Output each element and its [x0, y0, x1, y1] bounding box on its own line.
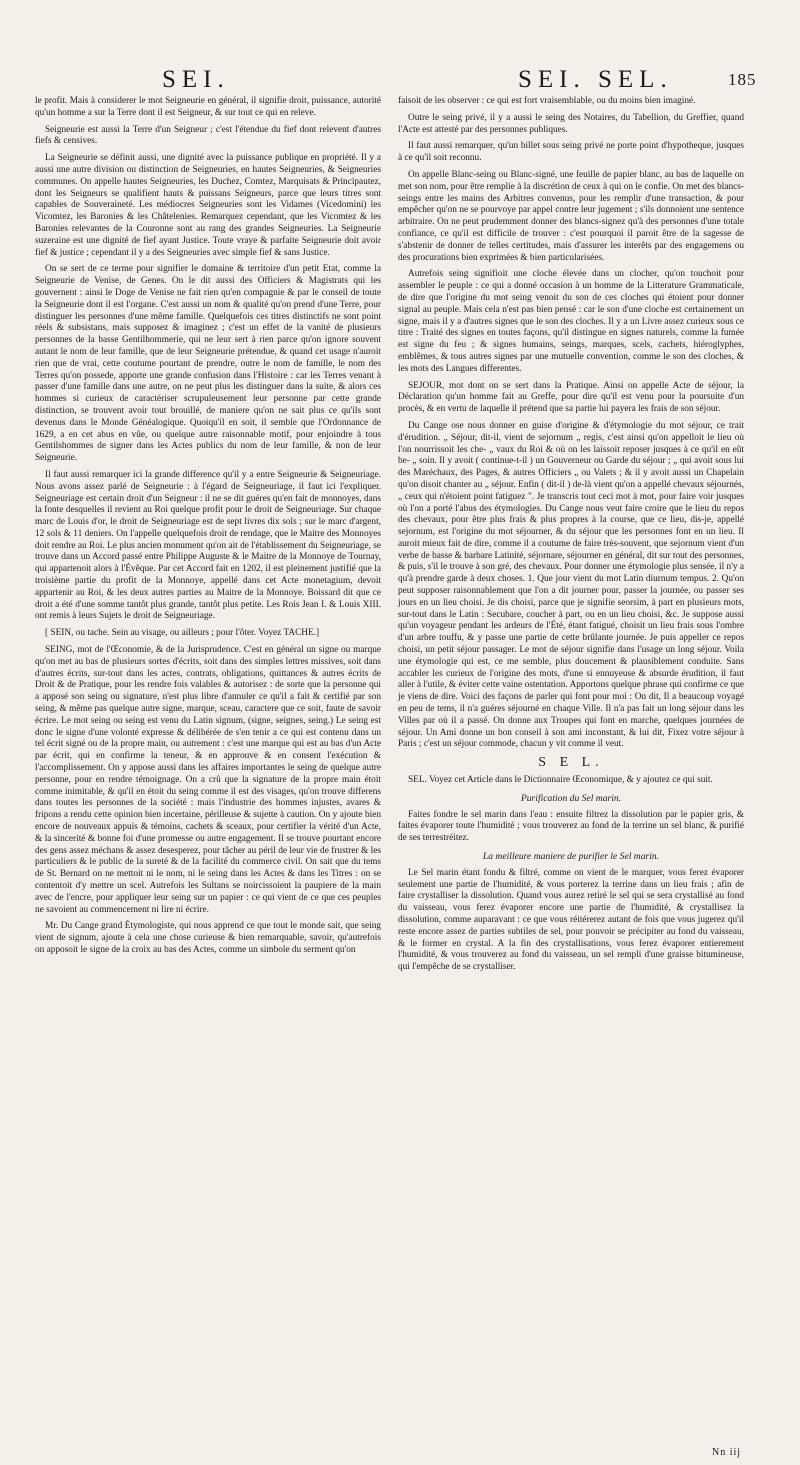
paragraph: On se sert de ce terme pour signifier le domaine & territoire d'un petit Etat, comme la Seigneurie de Venise, de Genes. On le dit aussi des Officiers & Magistrats qui les gouvernent : ainsi le Doge de Venise ne fait rien qu'en compagnie & par le conseil de toute la Seigneurie dont il est l'organe. C'est aussi un nom & qualité qu'on prend d'une Terre, pour distinguer les personnes d'une même famille. Quelquefois ces titres distinctifs ne sont point réels & subsistans, mais supposez & imaginez ; c'est un effet de la vanité de plusieurs personnes de la basse Gentilhommerie, qui ne leur sert à rien parce qu'on ignore souvent autant le nom de leur famille, que de leur Seigneurie prétendue, & quand cet usage n'auroit rien que de vrai, cette coutume pourtant de prendre, outre le nom de famille, le nom des Terres qu'on possede, apporte une grande confusion dans l'Histoire : car les Terres venant à passer d'une famille dans une autre, on ne peut plus les distinguer dans la suite, & alors ces hommes si curieux de caractériser scrupuleusement leur personne par cette grande distinction, se trouvent avoir tout brouillé, de maniere qu'on ne sait plus ce qu'ils sont devenus dans le Monde Généalogique. Quoiqu'il en soit, il semble que l'Ordonnance de 1629, a en cet abus en vûe, ou quelque autre raisonnable motif, pour enjoindre à tous Gentilshommes de signer dans les Actes publics du nom de leur famille, & non de leur Seigneurie.	[35, 264, 381, 464]
paragraph: SEL. Voyez cet Article dans le Dictionnaire Œconomique, & y ajoutez ce qui suit.	[408, 775, 713, 786]
paragraph: SEING, mot de l'Œconomie, & de la Jurisprudence. C'est en général un signe ou marque qu'on met au bas de plusieurs sortes d'écrits, soit dans des simples lettres missives, soit dans d'autres écrits, sur-tout dans les actes, contrats, obligations, quittances & autres écrits de Droit & de Pratique, pour les rendre fois valables & autorisez : de sorte que la personne qui a apposé son seing ou signature, n'est plus libre d'annuler ce qu'il a fait & certifié par son seing, & même pas quelque autre signe, marque, sceau, caractere que ce soit, faute de savoir écrire. Le mot seing ou seing est venu du Latin signum, (signe, seignes, seing.) Le seing est donc le signe d'une volonté expresse & délibérée de s'en tenir a ce qui est contenu dans un tel écrit signé ou de la propre main, ou autrement : c'est une marque qui est au bas d'un Acte par écrit, qui en confirme la teneur, & en approuve & en consent l'exécution & l'accomplissement. On y appose aussi dans les affaires importantes le seing de quelque autre personne, pour en rendre témoignage. On a crû que la signature de la propre main étoit comme inimitable, & qu'il en étoit du seing comme il est des visages, qu'on trouve differens dans toutes les personnes de la société : mais l'industrie des hommes injustes, avares & fripons a rendu cette opinion bien incertaine, périlleuse & sujette à caution. On y ajoute bien encore de nouveaux appuis & témoins, cachets & sceaux, pour certifier la vérité d'un Acte, & la sincerité & bonne foi d'une promesse ou autre engagement. Il se trouve pourtant encore des gens assez méchans & assez desesperez, pour tâcher au péril de leur vie de frustrer & les particuliers & le public de la sureté & de la facilité du commerce civil. On sait que du tems de St. Bernard on ne mettoit ni le nom, ni le seing dans les Actes & dans les Titres : on se contentoit d'y mettre un scel. Autrefois les Sultans se noircissoient la paupiere de la main avec de l'encre, pour appliquer leur seing sur un papier : ce qui vient de ce que ces peuples ne savoient au commencement ni lire ni écrire.	[35, 645, 381, 915]
paragraph: Du Cange ose nous donner en guise d'origine & d'étymologie du mot séjour, ce trait d'érudition. „ Séjour, dit-il, vient de sejornum „ regis, c'est ainsi qu'on appelloit le lieu où l'on nourrissoit les che- „ vaux du Roi & où on les laissoit reposer jusques à ce qu'il en eût be- „ soin. Il y avoit ( continue-t-il ) un Gouverneur ou Garde du séjour ; „ qui avoit sous lui des Maréchaux, des Pages, & autres Officiers „ ou Valets ; & il y avoit aussi un Chapelain qu'on disoit chanter au „ séjour. Enfin ( dit-il ) de-là vient qu'on a appellé chevaux séjournés, „ ceux qui n'étoient point fatiguez ". Je transcris tout ceci mot à mot, pour faire voir jusques où l'on a porté l'abus des étymologies. Du Cange nous veut faire croire que le lieu du repos des chevaux, pour être plus frais & plus propres à la course, que ce lieu, dis-je, appellé sejornum, est l'origine du mot séjourner, & du séjour que les personnes font en un lieu. Il auroit mieux fait de dire, comme il a coutume de faire très-souvent, que sejornum vient d'un verbe de basse & barbare Latinité, séjornare, séjourner en général, dit sur tout des personnes, & puis, s'il le trouve à son gré, des chevaux. Pour donner une étymologie plus sensée, il n'y a qu'à prendre garde à deux choses. 1. Que jour vient du mot Latin diurnum tempus. 2. Qu'on peut supposer raisonnablement que l'on a dit journer pour, passer la journée, ou passer ses jours en un lieu choisi. Je dis choisi, parce que je signifie seorsim, à part en plusieurs mots, sur-tout dans le Latin : Secubare, coucher à part, ou en un lieu choisi, &c. Je suppose aussi qu'un voyageur pendant les ardeurs de l'Été, étant fatigué, choisit un lieu frais sous l'ombre d'un arbre touffu, & y passe une partie de cette brûlante journée. Je puis appeller ce repos choisi, un petit séjour passager. Le mot de séjour signifie dans l'usage un long séjour. Voila une étymologie qui est, ce me semble, plus doucement & plausiblement conduite. Sans accabler les curieux de l'origine des mots, d'une si ennuyeuse & absurde érudition, il faut aller à l'utile, & éviter cette vaine ostentation. Apportons quelque phrase qui confirme ce que je viens de dire. Voici des façons de parler qui font pour moi : On dit, Il a beaucoup voyagé en peu de tems, il n'a guéres séjourné en chaque Ville. Il n'a pas fait un long séjour dans les Villes par où il a passé. On donne aux Troupes qui font en marche, quelques journées de séjour. Un Ami donne un bon conseil à son ami inconstant, & lui dit, Fixez votre séjour à Paris ; c'est un séjour commode, chacun y vit comme il veut.	[398, 420, 744, 750]
paragraph: Seigneurie est aussi la Terre d'un Seigneur ; c'est l'étendue du fief dont relevent d'autres fiefs & censives.	[35, 124, 381, 147]
paragraph: le profit. Mais à considerer le mot Seigneurie en général, il signifie droit, puissance, autorité qu'un homme a sur la Terre dont il est Seigneur, & sur tout ce qui en releve.	[35, 96, 381, 118]
header-left-heading: SEI.	[162, 66, 230, 93]
paragraph: Mr. Du Cange grand Étymologiste, qui nous apprend ce que tout le monde sait, que seing vient de signum, ajoute à cela une chose curieuse & bien remarquable, savoir, qu'autrefois on apposoit le signe de la croix au bas des Actes, comme un simbole du serment qu'on	[35, 921, 381, 955]
paragraph: Outre le seing privé, il y a aussi le seing des Notaires, du Tabellion, du Greffier, quand l'Acte est attesté par des personnes publiques.	[398, 112, 744, 135]
subheading: Purification du Sel marin.	[520, 792, 622, 804]
left-column	[35, 96, 381, 962]
paragraph: La Seigneurie se définit aussi, une dignité avec la puissance publique en propriété. Il y a aussi une autre division ou distinction de Seigneuries, en hautes Seigneuries, & Seigneuries communes. On appelle hautes Seigneuries, les Duchez, Comtez, Marquisats & Principautez, dont les Seigneurs se qualifient hauts & puissans Seigneurs, parce que leurs titres sont capables de Souveraineté. Les médiocres Seigneuries sont les Vidames (Vicedomini) les Vicomtez, les Baronies & les Châtelenies. Remarquez cependant, que les Vicomtez & les Baronies relevantes de la Couronne sont au rang des grandes Seigneuries. La Seigneurie suzeraine est une dignité de fief ayant Justice. Toute vraye & parfaite Seigneurie doit avoir fief & justice ; cependant il y a des Seigneuries avec simple fief & sans Justice.	[35, 153, 381, 258]
paragraph: Il faut aussi remarquer ici la grande difference qu'il y a entre Seigneurie & Seigneuriage. Nous avons assez parlé de Seigneurie : à l'égard de Seigneuriage, il faut ici l'expliquer. Seigneuriage est certain droit d'un Seigneur : il ne se dit guéres qu'en fait de monnoyes, dans la fonte desquelles il revient au Roi quelque profit pour le droit de Seigneuriage. Sur chaque marc de Louis d'or, le droit de Seigneuriage est de sept livres dix sols ; sur le marc d'argent, 12 sols & 11 deniers. On l'appelle quelquefois droit de rendage, que le Maitre des Monnoyes doit rendre au Roi. Le plus ancien monument qu'on ait de l'établissement du Seigneuriage, se trouve dans un Accord passé entre Philippe Auguste & le Maitre de la Monnoye de Tournay, qui appartenoit alors à l'Évêque. Par cet Accord fait en 1202, il est pleinement justifié que la troisième partie du profit de la Monnoye, appellé dans cet Acte monetagium, devoit appartenir au Roi, & les deux autres parties au Maitre de la Monnoye. Boissard dit que ce droit a été d'une somme tantôt plus grande, tantôt plus petite. Les Rois Jean I. & Louis XIII. ont remis à leurs Sujets le droit de Seigneuriage.	[35, 469, 381, 622]
page-number: 185	[728, 70, 757, 89]
paragraph: Le Sel marin étant fondu & filtré, comme on vient de le marquer, vous ferez évaporer seulement une partie de l'humidité, & vous porterez la terrine dans un lieu frais ; afin de faire crystalliser la dissolution. Quand vous aurez retiré le sel qui se sera crystallisé au fond du vaisseau, vous ferez évaporer encore une partie de l'humidité, & crystallisez la dissolution, comme auparavant : ce que vous réitérerez autant de fois que vous jugerez qu'il reste encore assez de parties subtiles de sel, pour pouvoir se précipiter au fond du vaisseau, & le former en crystal. A la fin des crystallisations, vous ferez évaporer entierement l'humidité, & vous trouverez au fond du vaisseau, un sel rempli d'une graisse bitumineuse, qui l'empêche de se crystalliser.	[398, 867, 744, 973]
paragraph: faisoit de les observer : ce qui est fort vraisemblable, ou du moins bien imaginé.	[398, 96, 696, 106]
section-heading-sel: S E L.	[538, 755, 604, 771]
running-header	[0, 58, 800, 92]
header-right-heading: SEI. SEL.	[518, 66, 673, 93]
subheading: La meilleure maniere de purifier le Sel marin.	[482, 851, 660, 863]
paragraph: SEJOUR, mot dont on se sert dans la Pratique. Ainsi on appelle Acte de séjour, la Déclaration qu'un homme fait au Greffe, pour dire qu'il est venu pour la poursuite d'un procès, & en vertu de laquelle il prétend que sa partie lui payera les frais de son séjour.	[398, 380, 744, 415]
paragraph: [ SEIN, ou tache. Sein au visage, ou ailleurs ; pour l'ôter. Voyez TACHE.]	[45, 628, 320, 639]
paragraph: Faites fondre le sel marin dans l'eau : ensuite filtrez la dissolution par le papier gris, & faites évaporer toute l'humidité ; vous trouverez au fond de la terrine un sel blanc, & purifié de ses terrestréitez.	[398, 809, 744, 844]
paragraph: Autrefois seing signifioit une cloche élevée dans un clocher, qu'on touchoit pour assembler le peuple : ce qui a donné occasion à un homme de la Litterature Grammaticale, de dire que l'origine du mot seing venoit du son de ces cloches qui étoient pour donner signal au peuple. Mais cela n'est pas bien pensé : car le son d'une cloche est certainement un signe, mais il y a d'autres signes que le son des cloches. Il y a un Livre assez curieux sous ce titre : Traité des signes en toutes façons, qu'il distingue en signes naturels, comme la fumée est signe du feu ; & signes humains, seings, marques, scels, cachets, hiéroglyphes, emblêmes, & tous autres signes par une mutuelle convention, comme le son des cloches, & les mots des Langues differentes.	[398, 269, 744, 374]
paragraph: On appelle Blanc-seing ou Blanc-signé, une feuille de papier blanc, au bas de laquelle on met son nom, pour être remplie à la discrétion de ceux à qui on le confie. On met des blancs-seings entre les mains des Arbitres convenus, pour les remplir d'une transaction, & pour empêcher qu'on ne se pourvoye par appel contre leur jugement ; s'ils donnoient une sentence arbitraire. On ne peut prudemment donner des blancs-signez qu'à des personnes d'une totale confiance, ce qu'il est difficile de trouver : c'est pourquoi il paroit être de la sagesse de s'abstenir de donner de telles certitudes, mais d'assurer les interêts par des engagemens ou des procurations bien exprimées & bien particularisées.	[398, 169, 744, 263]
paragraph: Il faut aussi remarquer, qu'un billet sous seing privé ne porte point d'hypotheque, jusques à ce qu'il soit reconnu.	[398, 141, 744, 164]
signature-mark: Nn iij	[712, 1447, 742, 1458]
right-column	[398, 96, 744, 979]
